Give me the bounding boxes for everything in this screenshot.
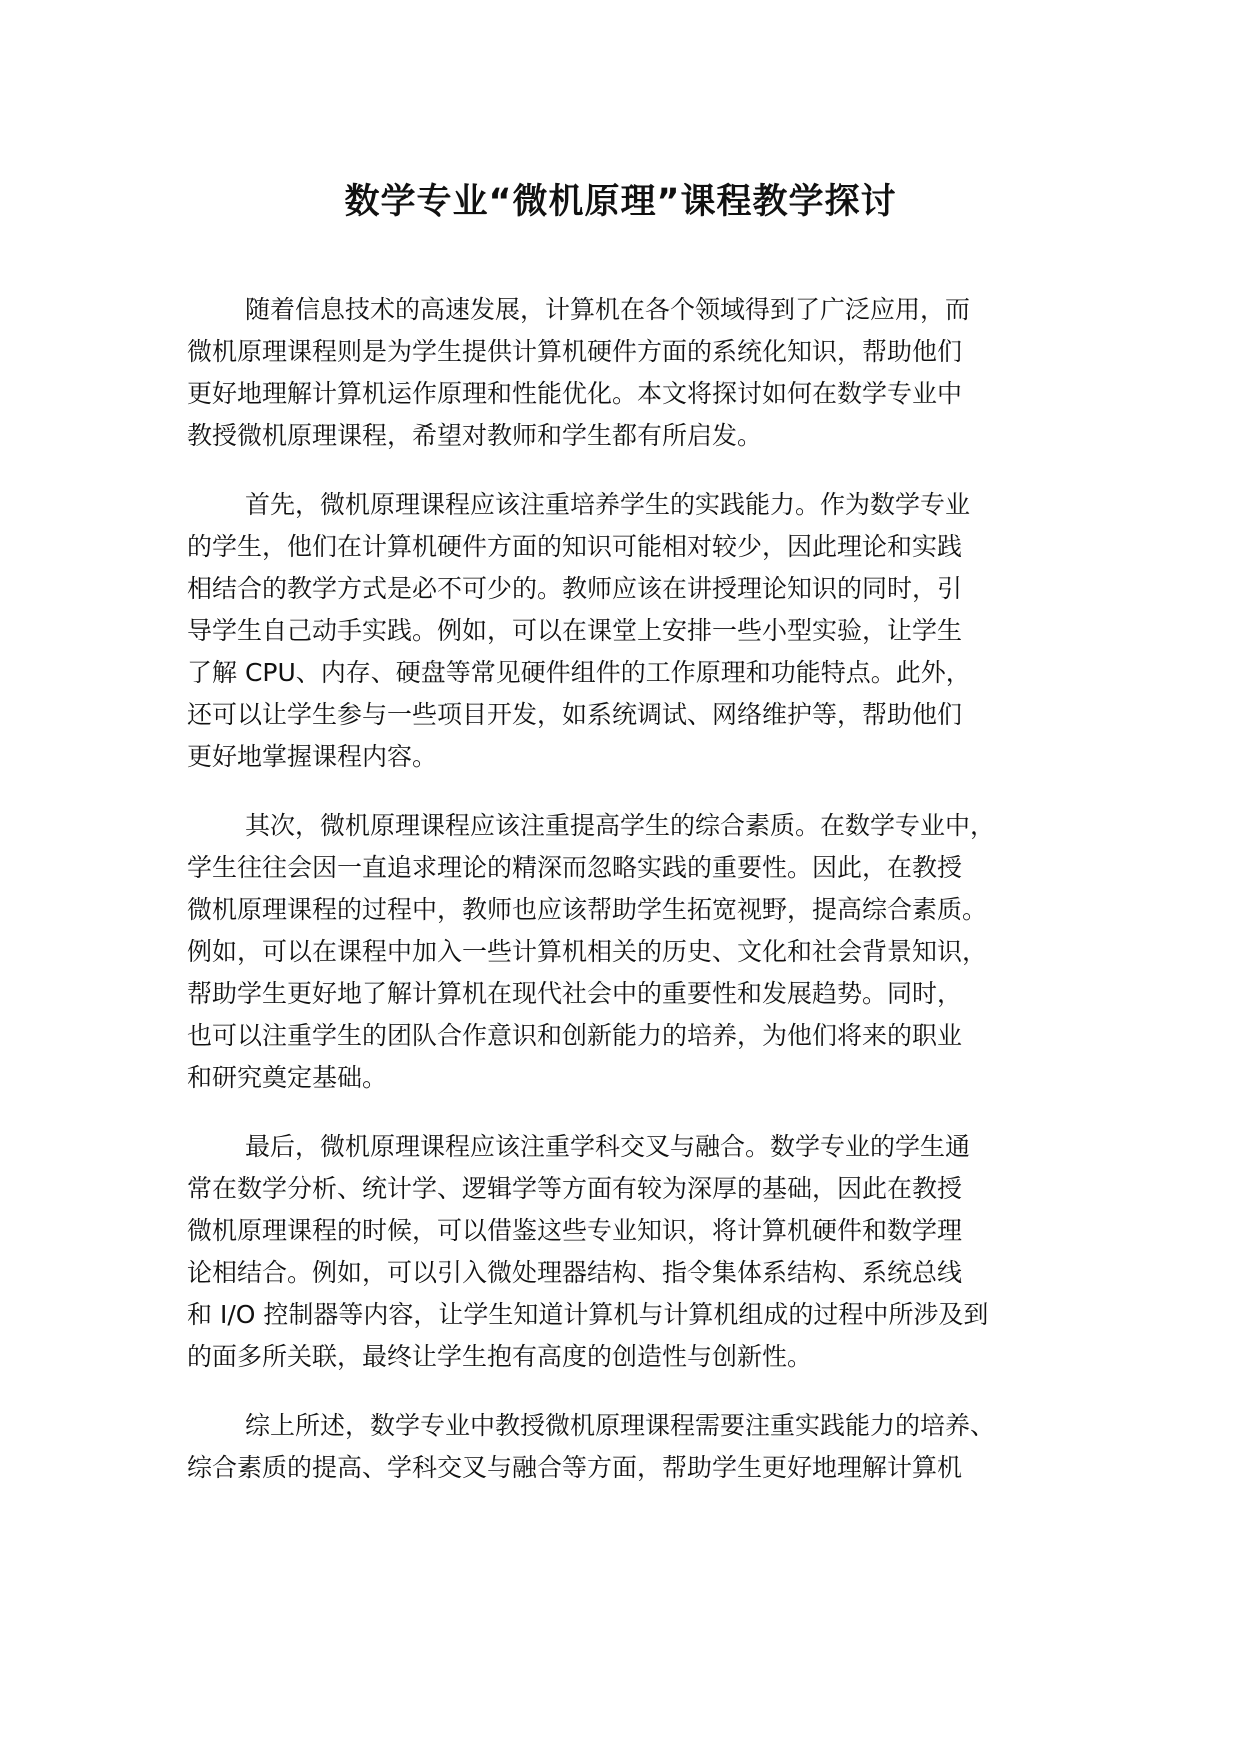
text-line: 综上所述，数学专业中教授微机原理课程需要注重实践能力的培养、 (245, 1411, 996, 1440)
text-line: 首先，微机原理课程应该注重培养学生的实践能力。作为数学专业 (245, 490, 971, 519)
text-line: 微机原理课程则是为学生提供计算机硬件方面的系统化知识，帮助他们 (187, 337, 963, 366)
text-line: 常在数学分析、统计学、逻辑学等方面有较为深厚的基础，因此在教授 (187, 1174, 963, 1203)
text-line: 更好地理解计算机运作原理和性能优化。本文将探讨如何在数学专业中 (187, 379, 963, 408)
text-line: 了解 CPU、内存、硬盘等常见硬件组件的工作原理和功能特点。此外， (187, 658, 971, 687)
text-line: 例如，可以在课程中加入一些计算机相关的历史、文化和社会背景知识， (187, 937, 988, 966)
text-line: 的面多所关联，最终让学生抱有高度的创造性与创新性。 (187, 1342, 813, 1371)
paragraph-second (187, 805, 1087, 1099)
text-line: 随着信息技术的高速发展，计算机在各个领域得到了广泛应用，而 (245, 295, 971, 324)
text-line: 和研究奠定基础。 (187, 1063, 388, 1092)
text-line: 更好地掌握课程内容。 (187, 742, 438, 771)
text-line: 微机原理课程的时候，可以借鉴这些专业知识，将计算机硬件和数学理 (187, 1216, 963, 1245)
text-line: 导学生自己动手实践。例如，可以在课堂上安排一些小型实验，让学生 (187, 616, 963, 645)
text-line: 和 I/O 控制器等内容，让学生知道计算机与计算机组成的过程中所涉及到 (187, 1300, 989, 1329)
paragraph-first (187, 484, 1087, 778)
paragraph-third (187, 1126, 1087, 1378)
text-line: 帮助学生更好地了解计算机在现代社会中的重要性和发展趋势。同时， (187, 979, 963, 1008)
text-line: 教授微机原理课程，希望对教师和学生都有所启发。 (187, 421, 763, 450)
text-line: 论相结合。例如，可以引入微处理器结构、指令集体系结构、系统总线 (187, 1258, 963, 1287)
paragraph-intro (187, 289, 1087, 457)
text-line: 微机原理课程的过程中，教师也应该帮助学生拓宽视野，提高综合素质。 (187, 895, 988, 924)
document-title: 数学专业“微机原理”课程教学探讨 (344, 182, 897, 222)
text-line: 学生往往会因一直追求理论的精深而忽略实践的重要性。因此，在教授 (187, 853, 963, 882)
text-line: 综合素质的提高、学科交叉与融合等方面，帮助学生更好地理解计算机 (187, 1453, 963, 1482)
text-line: 其次，微机原理课程应该注重提高学生的综合素质。在数学专业中， (245, 811, 996, 840)
text-line: 的学生，他们在计算机硬件方面的知识可能相对较少，因此理论和实践 (187, 532, 963, 561)
document-body (187, 289, 1087, 1516)
text-line: 最后，微机原理课程应该注重学科交叉与融合。数学专业的学生通 (245, 1132, 971, 1161)
paragraph-conclusion (187, 1405, 1087, 1489)
text-line: 也可以注重学生的团队合作意识和创新能力的培养，为他们将来的职业 (187, 1021, 963, 1050)
text-line: 还可以让学生参与一些项目开发，如系统调试、网络维护等，帮助他们 (187, 700, 963, 729)
text-line: 相结合的教学方式是必不可少的。教师应该在讲授理论知识的同时，引 (187, 574, 963, 603)
